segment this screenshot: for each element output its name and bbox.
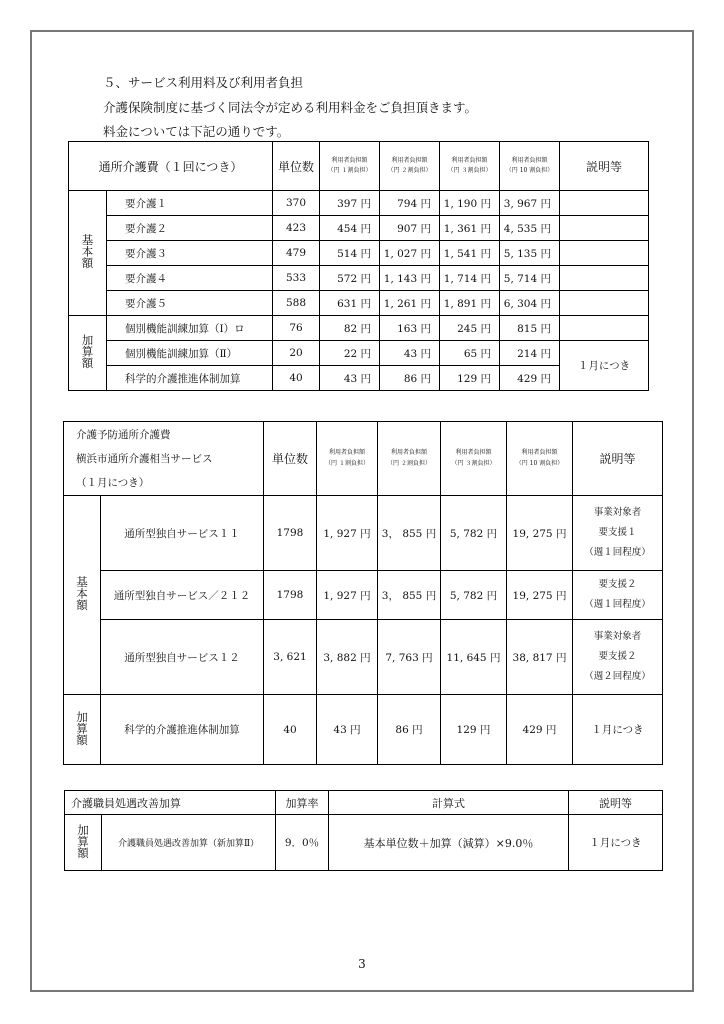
row-units: 479 xyxy=(273,241,320,266)
row-p3: 65 円 xyxy=(440,341,500,366)
row-name: 要介護４ xyxy=(107,266,273,291)
row-p1: 397 円 xyxy=(320,191,380,216)
add-group-label: 加算額 xyxy=(65,815,102,871)
table-row xyxy=(69,316,649,341)
row-name: 通所型独自サービス１２ xyxy=(101,620,264,695)
row-name: 通所型独自サービス１１ xyxy=(101,496,264,571)
row-units: 423 xyxy=(273,216,320,241)
row-units: 1798 xyxy=(264,571,317,620)
table-row xyxy=(65,815,663,871)
copay-1-header: 利用者負担額 （円 １割負担） xyxy=(320,142,380,191)
row-p1: 572 円 xyxy=(320,266,380,291)
copay-10-header: 利用者負担額 （円 10 割負担） xyxy=(500,142,560,191)
row-units: 1798 xyxy=(264,496,317,571)
row-p10: 3, 967 円 xyxy=(500,191,560,216)
row-desc: 事業対象者 要支援２ （週２回程度） xyxy=(573,620,663,695)
row-desc xyxy=(560,291,649,316)
row-p3: 1, 190 円 xyxy=(440,191,500,216)
description-header: 説明等 xyxy=(560,142,649,191)
intro-line-2: 料金については下記の通りです。 xyxy=(103,124,290,139)
row-p3: 1, 361 円 xyxy=(440,216,500,241)
row-p1: 1, 927 円 xyxy=(317,496,378,571)
row-name: 要介護３ xyxy=(107,241,273,266)
units-header: 単位数 xyxy=(264,422,317,496)
row-units: 20 xyxy=(273,341,320,366)
table-row xyxy=(64,695,663,765)
row-p2: 86 円 xyxy=(380,366,440,391)
row-p2: 7, 763 円 xyxy=(378,620,441,695)
row-name: 個別機能訓練加算（Ⅰ）ロ xyxy=(107,316,273,341)
row-name: 要介護１ xyxy=(107,191,273,216)
row-desc xyxy=(560,191,649,216)
prevention-fee-table xyxy=(63,421,663,765)
row-p3: 5, 782 円 xyxy=(441,571,507,620)
copay-2-header: 利用者負担額 （円 ２割負担） xyxy=(378,422,441,496)
row-p2: 3， 855 円 xyxy=(378,571,441,620)
row-p2: 1, 027 円 xyxy=(380,241,440,266)
row-rate: 9．0％ xyxy=(276,815,329,871)
row-units: 40 xyxy=(264,695,317,765)
row-p2: 1, 261 円 xyxy=(380,291,440,316)
row-p1: 43 円 xyxy=(317,695,378,765)
add-group-label: 加算額 xyxy=(69,316,107,391)
row-name: 要介護５ xyxy=(107,291,273,316)
row-name: 通所型独自サービス／２１２ xyxy=(101,571,264,620)
table-row xyxy=(69,341,649,366)
row-p10: 38, 817 円 xyxy=(507,620,573,695)
row-p2: 163 円 xyxy=(380,316,440,341)
table-row xyxy=(69,291,649,316)
row-p2: 86 円 xyxy=(378,695,441,765)
row-desc xyxy=(560,266,649,291)
row-p10: 429 円 xyxy=(507,695,573,765)
add-desc: １月につき xyxy=(560,341,649,391)
row-name: 科学的介護推進体制加算 xyxy=(101,695,264,765)
table-row xyxy=(64,571,663,620)
row-p10: 5, 135 円 xyxy=(500,241,560,266)
row-p10: 815 円 xyxy=(500,316,560,341)
row-p1: 3, 882 円 xyxy=(317,620,378,695)
row-units: 533 xyxy=(273,266,320,291)
row-name: 介護職員処遇改善加算（新加算Ⅱ） xyxy=(102,815,276,871)
add-group-label: 加算額 xyxy=(64,695,101,765)
row-p10: 429 円 xyxy=(500,366,560,391)
care-fee-table xyxy=(68,141,649,391)
row-p10: 214 円 xyxy=(500,341,560,366)
base-group-label: 基本額 xyxy=(69,191,107,316)
row-p1: 631 円 xyxy=(320,291,380,316)
row-p1: 43 円 xyxy=(320,366,380,391)
row-p1: 82 円 xyxy=(320,316,380,341)
description-header: 説明等 xyxy=(573,422,663,496)
copay-10-header: 利用者負担額 （円 10 割負担） xyxy=(507,422,573,496)
table-row xyxy=(64,496,663,571)
units-header: 単位数 xyxy=(273,142,320,191)
row-formula: 基本単位数＋加算（減算）×9.0％ xyxy=(329,815,569,871)
row-p1: 514 円 xyxy=(320,241,380,266)
row-p3: 11, 645 円 xyxy=(441,620,507,695)
table1-title: 通所介護費（１回につき） xyxy=(69,142,273,191)
row-p3: 245 円 xyxy=(440,316,500,341)
row-p10: 19, 275 円 xyxy=(507,496,573,571)
staff-improvement-table xyxy=(64,790,663,871)
table-row xyxy=(69,241,649,266)
table2-title: 介護予防通所介護費 横浜市通所介護相当サービス （１月につき） xyxy=(64,422,264,496)
rate-header: 加算率 xyxy=(276,791,329,815)
table-row xyxy=(69,266,649,291)
table-row xyxy=(69,216,649,241)
copay-1-header: 利用者負担額 （円 １割負担） xyxy=(317,422,378,496)
table-row xyxy=(64,620,663,695)
row-p1: 22 円 xyxy=(320,341,380,366)
row-units: 40 xyxy=(273,366,320,391)
row-name: 個別機能訓練加算（Ⅱ） xyxy=(107,341,273,366)
table-row xyxy=(69,191,649,216)
row-p2: 1, 143 円 xyxy=(380,266,440,291)
row-p2: 43 円 xyxy=(380,341,440,366)
row-units: 3, 621 xyxy=(264,620,317,695)
row-p10: 6, 304 円 xyxy=(500,291,560,316)
row-desc: １月につき xyxy=(569,815,663,871)
row-p2: 907 円 xyxy=(380,216,440,241)
row-desc: １月につき xyxy=(573,695,663,765)
row-p3: 129 円 xyxy=(440,366,500,391)
row-p2: 3， 855 円 xyxy=(378,496,441,571)
row-desc xyxy=(560,241,649,266)
row-units: 370 xyxy=(273,191,320,216)
row-name: 要介護２ xyxy=(107,216,273,241)
row-units: 76 xyxy=(273,316,320,341)
formula-header: 計算式 xyxy=(329,791,569,815)
intro-line-1: 介護保険制度に基づく同法令が定める利用料金をご負担頂きます。 xyxy=(103,100,478,115)
base-group-label: 基本額 xyxy=(64,496,101,695)
row-desc xyxy=(560,316,649,341)
row-name: 科学的介護推進体制加算 xyxy=(107,366,273,391)
row-units: 588 xyxy=(273,291,320,316)
row-p10: 4, 535 円 xyxy=(500,216,560,241)
copay-2-header: 利用者負担額 （円 ２割負担） xyxy=(380,142,440,191)
copay-3-header: 利用者負担額 （円 ３割負担） xyxy=(440,142,500,191)
row-p10: 19, 275 円 xyxy=(507,571,573,620)
row-p2: 794 円 xyxy=(380,191,440,216)
copay-3-header: 利用者負担額 （円 ３割負担） xyxy=(441,422,507,496)
row-p3: 5, 782 円 xyxy=(441,496,507,571)
row-p1: 454 円 xyxy=(320,216,380,241)
section-heading: ５、サービス利用料及び利用者負担 xyxy=(103,75,304,90)
table3-title: 介護職員処遇改善加算 xyxy=(65,791,276,815)
row-p3: 1, 541 円 xyxy=(440,241,500,266)
row-p1: 1, 927 円 xyxy=(317,571,378,620)
row-p10: 5, 714 円 xyxy=(500,266,560,291)
page-number: 3 xyxy=(358,957,366,971)
row-p3: 129 円 xyxy=(441,695,507,765)
row-p3: 1, 891 円 xyxy=(440,291,500,316)
description-header: 説明等 xyxy=(569,791,663,815)
row-p3: 1, 714 円 xyxy=(440,266,500,291)
row-desc: 要支援２ （週１回程度） xyxy=(573,571,663,620)
row-desc xyxy=(560,216,649,241)
row-desc: 事業対象者 要支援１ （週１回程度） xyxy=(573,496,663,571)
